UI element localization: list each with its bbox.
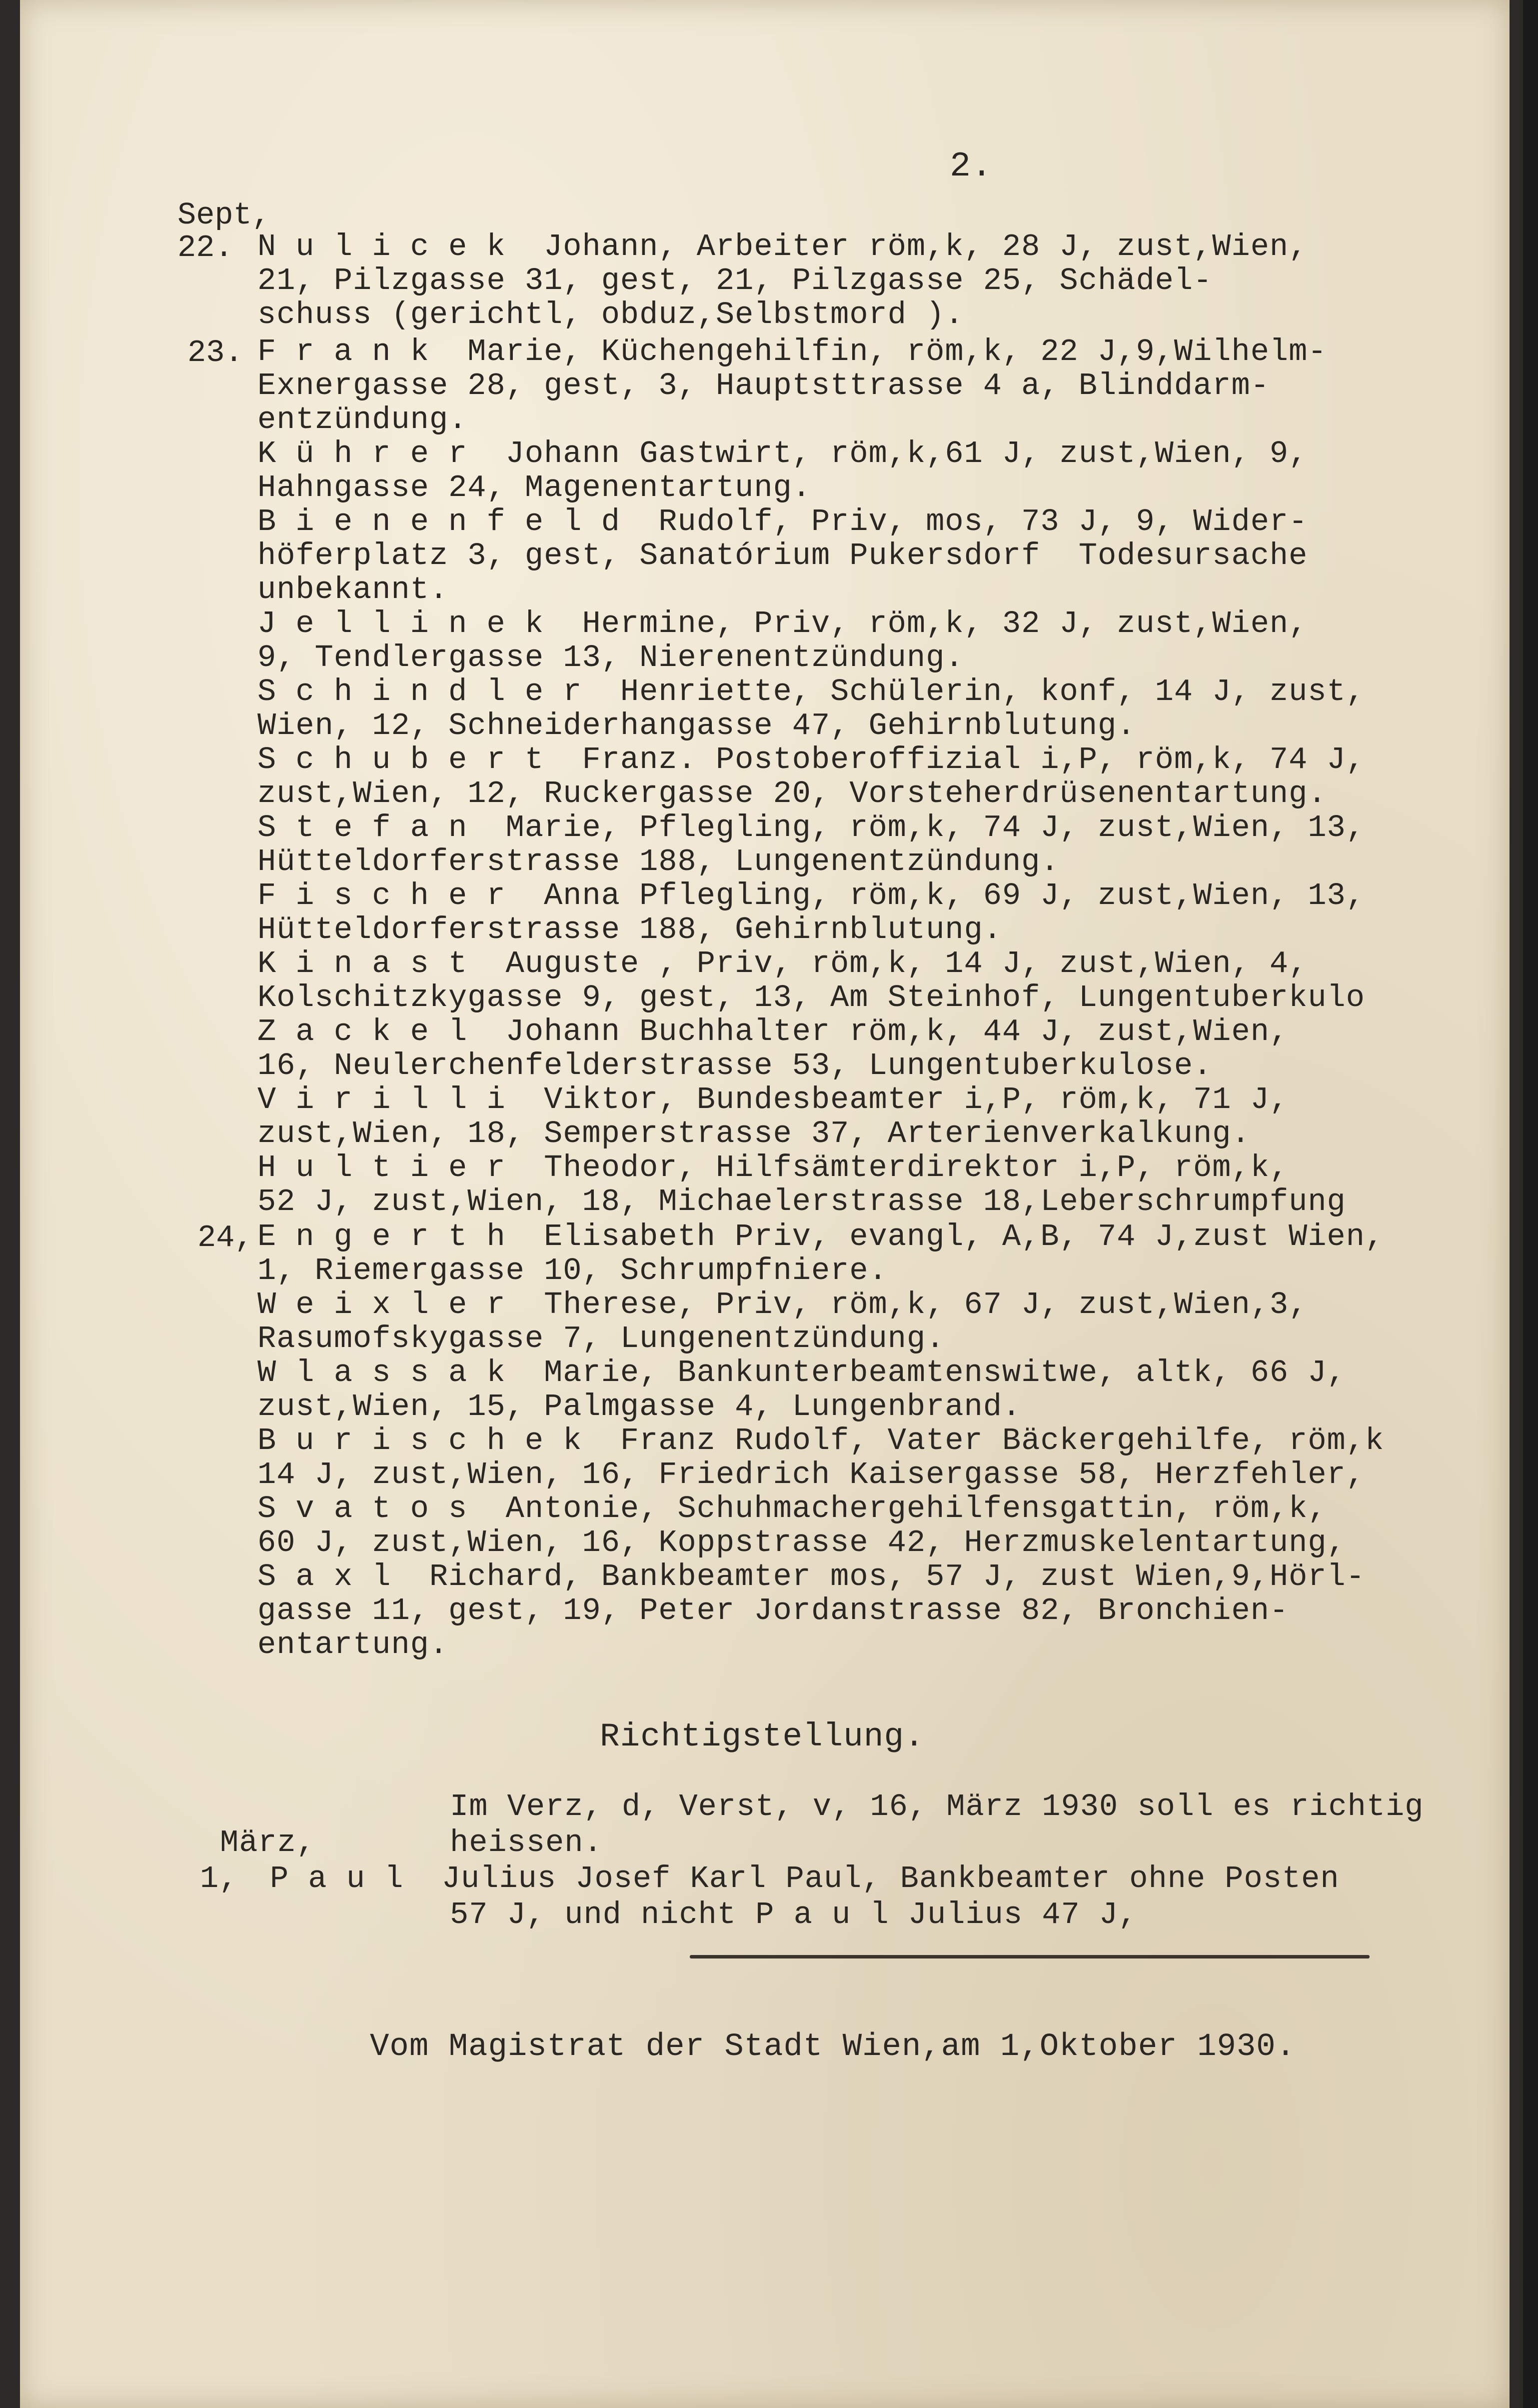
entry-line: 9, Tendlergasse 13, Nierenentzündung. xyxy=(257,640,964,676)
entry-line: B i e n e n f e l d Rudolf, Priv, mos, 73 J, 9, Wider- xyxy=(257,504,1308,540)
entry-line: gasse 11, gest, 19, Peter Jordanstrasse 82, Bronchien- xyxy=(257,1593,1289,1628)
entry-line: 21, Pilzgasse 31, gest, 21, Pilzgasse 25, Schädel- xyxy=(257,263,1213,298)
entry-line: Hütteldorferstrasse 188, Gehirnblutung. xyxy=(257,912,1003,948)
correction-line: heissen. xyxy=(450,1825,603,1860)
date-label-24: 24, xyxy=(197,1220,253,1256)
entry-line: Kolschitzkygasse 9, gest, 13, Am Steinhof, Lungentuberkulo xyxy=(257,980,1365,1016)
entry-line: V i r i l l i Viktor, Bundesbeamter i,P, röm,k, 71 J, xyxy=(257,1082,1289,1118)
entry-line: B u r i s c h e k Franz Rudolf, Vater Bäckergehilfe, röm,k xyxy=(257,1423,1385,1458)
entry-line: zust,Wien, 12, Ruckergasse 20, Vorsteherdrüsenentartung. xyxy=(257,776,1327,812)
date-label-22: 22. xyxy=(177,230,233,266)
entry-line: S c h i n d l e r Henriette, Schülerin, konf, 14 J, zust, xyxy=(257,674,1365,710)
entry-line: S c h u b e r t Franz. Postoberoffizial i,P, röm,k, 74 J, xyxy=(257,742,1365,778)
entry-line: N u l i c e k Johann, Arbeiter röm,k, 28 J, zust,Wien, xyxy=(257,229,1308,264)
date-label-23: 23. xyxy=(187,335,243,370)
entry-line: entzündung. xyxy=(257,402,468,438)
entry-line: Z a c k e l Johann Buchhalter röm,k, 44 J, zust,Wien, xyxy=(257,1014,1289,1050)
page-number: 2. xyxy=(950,147,993,186)
entry-line: W e i x l e r Therese, Priv, röm,k, 67 J, zust,Wien,3, xyxy=(257,1287,1308,1322)
correction-line: Im Verz, d, Verst, v, 16, März 1930 soll es richtig xyxy=(450,1789,1424,1824)
entry-line: Exnergasse 28, gest, 3, Hauptsttrasse 4 a, Blinddarm- xyxy=(257,368,1270,404)
correction-date-month: März, xyxy=(220,1825,316,1860)
divider-rule xyxy=(690,1955,1370,1958)
entry-line: zust,Wien, 15, Palmgasse 4, Lungenbrand. xyxy=(257,1389,1022,1424)
binding-edge xyxy=(1523,0,1538,2408)
entry-line: W l a s s a k Marie, Bankunterbeamtenswitwe, altk, 66 J, xyxy=(257,1355,1346,1390)
entry-line: S v a t o s Antonie, Schuhmachergehilfensgattin, röm,k, xyxy=(257,1491,1327,1526)
entry-line: entartung. xyxy=(257,1627,449,1662)
entry-line: 14 J, zust,Wien, 16, Friedrich Kaisergasse 58, Herzfehler, xyxy=(257,1457,1365,1492)
entry-line: E n g e r t h Elisabeth Priv, evangl, A,B, 74 J,zust Wien, xyxy=(257,1219,1385,1254)
entry-line: unbekannt. xyxy=(257,572,449,608)
entry-line: schuss (gerichtl, obduz,Selbstmord ). xyxy=(257,297,964,332)
entry-line: Wien, 12, Schneiderhangasse 47, Gehirnblutung. xyxy=(257,708,1136,744)
entry-line: K i n a s t Auguste , Priv, röm,k, 14 J, zust,Wien, 4, xyxy=(257,946,1308,982)
entry-line: Hütteldorferstrasse 188, Lungenentzündung. xyxy=(257,844,1060,880)
entry-line: höferplatz 3, gest, Sanatórium Pukersdorf Todesursache xyxy=(257,538,1308,574)
correction-title: Richtigstellung. xyxy=(600,1718,925,1756)
entry-line: K ü h r e r Johann Gastwirt, röm,k,61 J, zust,Wien, 9, xyxy=(257,436,1308,472)
entry-line: S a x l Richard, Bankbeamter mos, 57 J, zust Wien,9,Hörl- xyxy=(257,1559,1365,1594)
entry-line: 52 J, zust,Wien, 18, Michaelerstrasse 18,Leberschrumpfung xyxy=(257,1184,1346,1220)
entry-line: S t e f a n Marie, Pflegling, röm,k, 74 J, zust,Wien, 13, xyxy=(257,810,1365,846)
correction-date-day: 1, xyxy=(200,1861,238,1896)
entry-line: 1, Riemergasse 10, Schrumpfniere. xyxy=(257,1253,888,1288)
date-label-month: Sept, xyxy=(177,198,271,233)
document-page xyxy=(20,0,1510,2408)
entry-line: J e l l i n e k Hermine, Priv, röm,k, 32 J, zust,Wien, xyxy=(257,606,1308,642)
correction-line: 57 J, und nicht P a u l Julius 47 J, xyxy=(450,1897,1138,1932)
entry-line: Hahngasse 24, Magenentartung. xyxy=(257,470,811,506)
entry-line: H u l t i e r Theodor, Hilfsämterdirektor i,P, röm,k, xyxy=(257,1150,1289,1186)
footer-signature-line: Vom Magistrat der Stadt Wien,am 1,Oktober 1930. xyxy=(370,2029,1296,2065)
entry-line: zust,Wien, 18, Semperstrasse 37, Arterienverkalkung. xyxy=(257,1116,1251,1152)
entry-line: 60 J, zust,Wien, 16, Koppstrasse 42, Herzmuskelentartung, xyxy=(257,1525,1346,1560)
correction-line: P a u l Julius Josef Karl Paul, Bankbeamter ohne Posten xyxy=(270,1861,1340,1896)
entry-line: F i s c h e r Anna Pflegling, röm,k, 69 J, zust,Wien, 13, xyxy=(257,878,1365,914)
entry-line: F r a n k Marie, Küchengehilfin, röm,k, 22 J,9,Wilhelm- xyxy=(257,334,1327,370)
entry-line: 16, Neulerchenfelderstrasse 53, Lungentuberkulose. xyxy=(257,1048,1213,1084)
entry-line: Rasumofskygasse 7, Lungenentzündung. xyxy=(257,1321,945,1356)
